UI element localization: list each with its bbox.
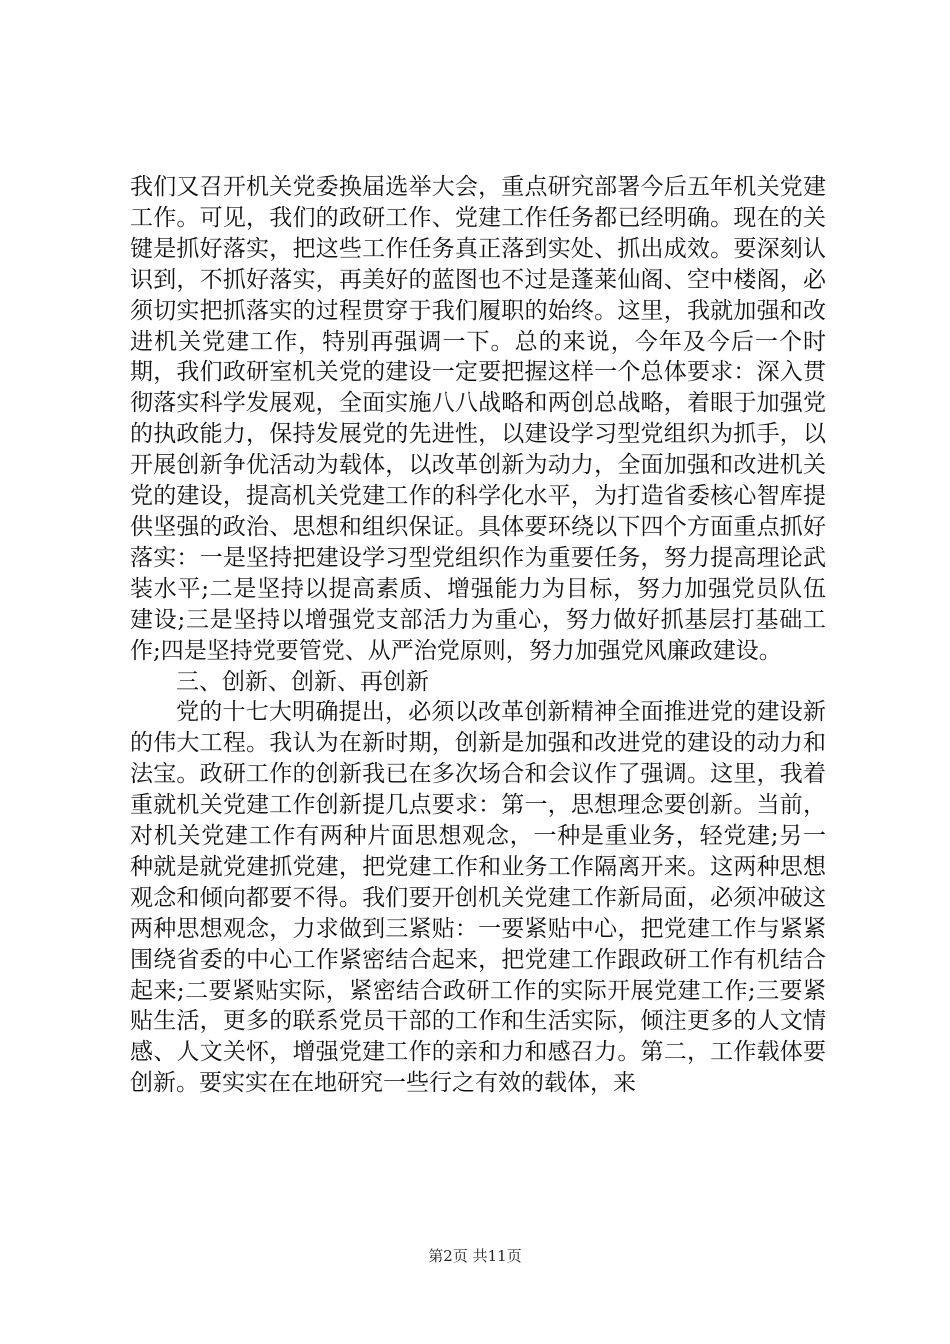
body-paragraph-continuation: 我们又召开机关党委换届选举大会，重点研究部署今后五年机关党建工作。可见，我们的政研工作、党建工作任务都已经明确。现在的关键是抓好落实，把这些工作任务真正落到实处、抓出成效。要深刻认识到，不抓好落实，再美好的蓝图也不过是蓬莱仙阁、空中楼阁，必须切实把抓落实的过程贯穿于我们履职的始终。这里，我就加强和改进机关党建工作，特别再强调一下。总的来说，今年及今后一个时期，我们政研室机关党的建设一定要把握这样一个总体要求：深入贯彻落实科学发展观，全面实施八八战略和两创总战略，着眼于加强党的执政能力，保持发展党的先进性，以建设学习型党组织为抓手，以开展创新争优活动为载体，以改革创新为动力，全面加强和改进机关党的建设，提高机关党建工作的科学化水平，为打造省委核心智库提供坚强的政治、思想和组织保证。具体要环绕以下四个方面重点抓好落实：一是坚持把建设学习型党组织作为重要任务，努力提高理论武装水平;二是坚持以提高素质、增强能力为目标，努力加强党员队伍建设;三是坚持以增强党支部活力为重心，努力做好抓基层打基础工作;四是坚持党要管党、从严治党原则，努力加强党风廉政建设。 bbox=[130, 174, 826, 664]
section-heading: 三、创新、创新、再创新 bbox=[176, 668, 429, 695]
page-footer: 第2页 共11页 bbox=[428, 1247, 522, 1265]
document-body bbox=[130, 172, 826, 1099]
body-paragraph: 党的十七大明确提出，必须以改革创新精神全面推进党的建设新的伟大工程。我认为在新时期，创新是加强和改进党的建设的动力和法宝。政研工作的创新我已在多次场合和会议作了强调。这里，我着重就机关党建工作创新提几点要求：第一，思想理念要创新。当前，对机关党建工作有两种片面思想观念，一种是重业务，轻党建;另一种就是就党建抓党建，把党建工作和业务工作隔离开来。这两种思想观念和倾向都要不得。我们要开创机关党建工作新局面，必须冲破这两种思想观念，力求做到三紧贴：一要紧贴中心，把党建工作与紧紧围绕省委的中心工作紧密结合起来，把党建工作跟政研工作有机结合起来;二要紧贴实际，紧密结合政研工作的实际开展党建工作;三要紧贴生活，更多的联系党员干部的工作和生活实际，倾注更多的人文情感、人文关怀，增强党建工作的亲和力和感召力。第二，工作载体要创新。要实实在在地研究一些行之有效的载体，来 bbox=[130, 699, 826, 1097]
